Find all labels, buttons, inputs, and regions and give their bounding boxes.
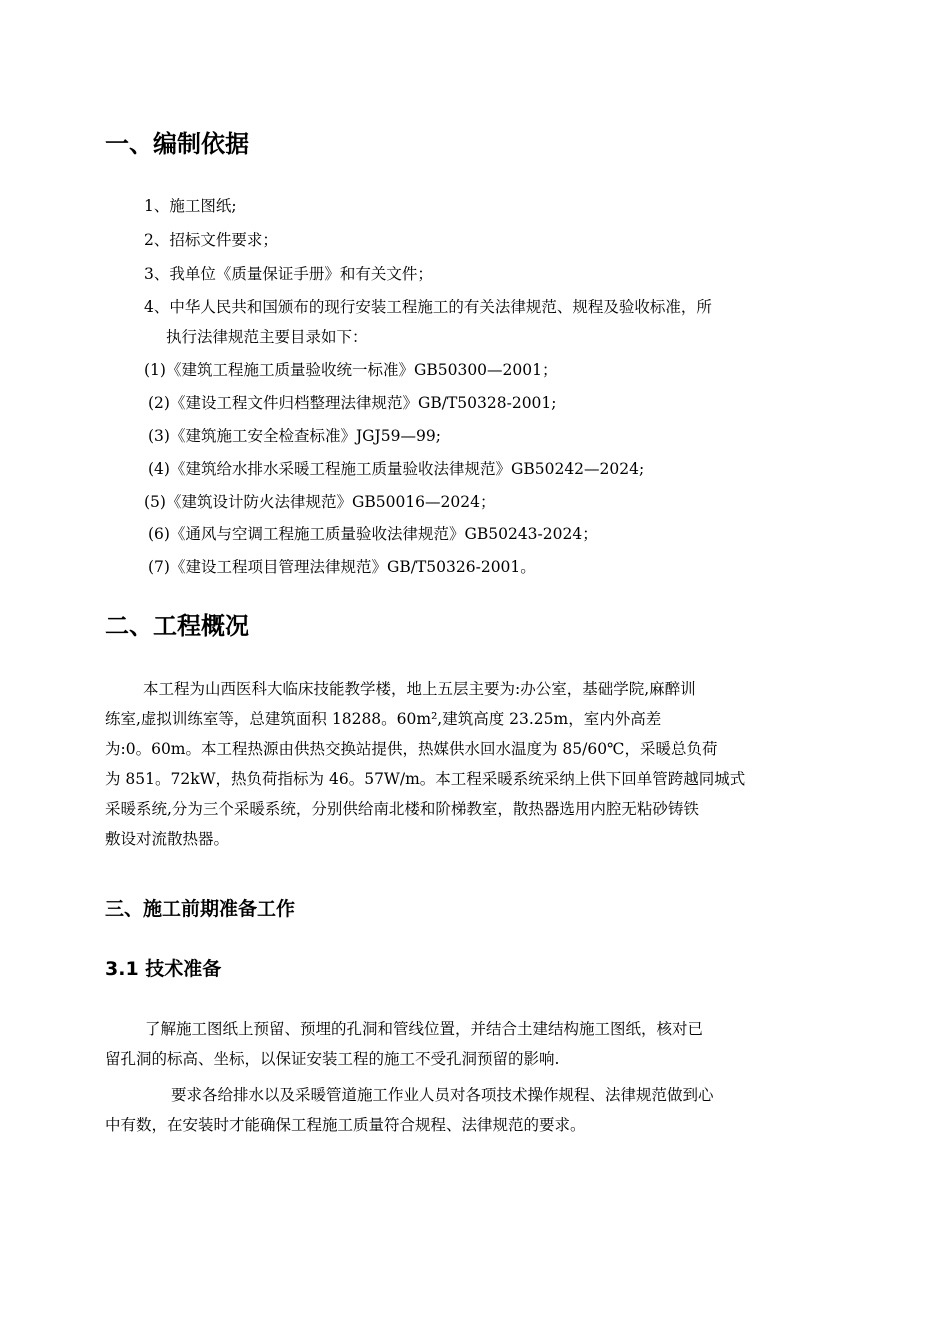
overview-line: 为:0。60m。本工程热源由供热交换站提供，热媒供水回水温度为 85/60℃，采暖总负荷 bbox=[105, 740, 718, 758]
list-item-continuation: 执行法律规范主要目录如下： bbox=[166, 328, 368, 346]
standard-item: (6)《通风与空调工程施工质量验收法律规范》GB50243-2024； bbox=[148, 525, 598, 543]
list-item: 3、我单位《质量保证手册》和有关文件； bbox=[144, 265, 433, 283]
list-item: 1、施工图纸; bbox=[144, 197, 237, 215]
overview-paragraph bbox=[105, 674, 845, 854]
paragraph-line: 留孔洞的标高、坐标，以保证安装工程的施工不受孔洞预留的影响. bbox=[105, 1050, 560, 1068]
overview-line: 练室,虚拟训练室等，总建筑面积 18288。60m²,建筑高度 23.25m，室内外高差 bbox=[105, 710, 662, 728]
paragraph-line: 了解施工图纸上预留、预埋的孔洞和管线位置，并结合土建结构施工图纸，核对已 bbox=[145, 1020, 704, 1038]
standard-item: (5)《建筑设计防火法律规范》GB50016—2024； bbox=[144, 493, 496, 511]
section2-heading: 二、工程概况 bbox=[105, 612, 249, 640]
tech-paragraph-1 bbox=[105, 1014, 845, 1074]
standard-item: (3)《建筑施工安全检查标准》JGJ59—99; bbox=[148, 427, 441, 445]
standard-item: (2)《建设工程文件归档整理法律规范》GB/T50328-2001; bbox=[148, 394, 557, 412]
list-item: 2、招标文件要求； bbox=[144, 231, 278, 249]
section3-heading: 三、施工前期准备工作 bbox=[105, 898, 296, 920]
standard-item: (1)《建筑工程施工质量验收统一标准》GB50300—2001； bbox=[144, 361, 558, 379]
section1-heading: 一、编制依据 bbox=[105, 130, 249, 158]
paragraph-line: 中有数，在安装时才能确保工程施工质量符合规程、法律规范的要求。 bbox=[105, 1116, 586, 1134]
overview-line: 为 851。72kW，热负荷指标为 46。57W/m。本工程采暖系统采纳上供下回单管跨越同城式 bbox=[105, 770, 746, 788]
paragraph-line: 要求各给排水以及采暖管道施工作业人员对各项技术操作规程、法律规范做到心 bbox=[171, 1086, 714, 1104]
overview-line: 采暖系统,分为三个采暖系统，分别供给南北楼和阶梯教室，散热器选用内腔无粘砂铸铁 bbox=[105, 800, 699, 818]
tech-paragraph-2 bbox=[105, 1080, 845, 1140]
section3-1-heading: 3.1 技术准备 bbox=[105, 958, 222, 980]
overview-line: 敷设对流散热器。 bbox=[105, 830, 230, 848]
list-item: 4、中华人民共和国颁布的现行安装工程施工的有关法律规范、规程及验收标准，所 bbox=[144, 298, 712, 316]
standard-item: (7)《建设工程项目管理法律规范》GB/T50326-2001。 bbox=[148, 558, 536, 576]
overview-line: 本工程为山西医科大临床技能教学楼，地上五层主要为:办公室，基础学院,麻醉训 bbox=[143, 680, 696, 698]
standard-item: (4)《建筑给水排水采暖工程施工质量验收法律规范》GB50242—2024; bbox=[148, 460, 645, 478]
